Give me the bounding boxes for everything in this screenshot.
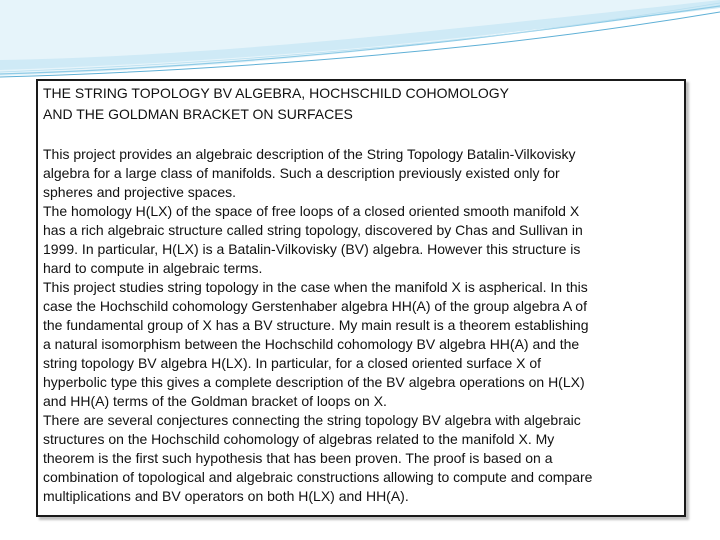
text-line: There are several conjectures connecting the string topology BV algebra with algebraic	[43, 412, 581, 428]
abstract-text	[43, 145, 673, 506]
text-line: This project studies string topology in the case when the manifold X is aspherical. In this	[43, 279, 588, 295]
text-line: combination of topological and algebraic constructions allowing to compute and compare	[43, 469, 593, 485]
text-line: hard to compute in algebraic terms.	[43, 260, 263, 276]
header-wave-decoration	[0, 0, 720, 90]
title-line: THE STRING TOPOLOGY BV ALGEBRA, HOCHSCHILD COHOMOLOGY	[43, 85, 509, 101]
text-line: algebra for a large class of manifolds. Such a description previously existed only for	[43, 165, 560, 181]
text-line: hyperbolic type this gives a complete description of the BV algebra operations on H(LX)	[43, 374, 585, 390]
title-line: AND THE GOLDMAN BRACKET ON SURFACES	[43, 106, 353, 122]
text-line: 1999. In particular, H(LX) is a Batalin-Vilkovisky (BV) algebra. However this structure is	[43, 241, 581, 257]
text-line: The homology H(LX) of the space of free loops of a closed oriented smooth manifold X	[43, 203, 580, 219]
text-line: string topology BV algebra H(LX). In particular, for a closed oriented surface X of	[43, 355, 542, 371]
text-line: multiplications and BV operators on both H(LX) and HH(A).	[43, 488, 409, 504]
text-line: and HH(A) terms of the Goldman bracket of loops on X.	[43, 393, 387, 409]
text-line: structures on the Hochschild cohomology of algebras related to the manifold X. My	[43, 431, 555, 447]
text-line: a natural isomorphism between the Hochschild cohomology BV algebra HH(A) and the	[43, 336, 580, 352]
text-line: has a rich algebraic structure called string topology, discovered by Chas and Sullivan in	[43, 222, 583, 238]
page-title	[43, 83, 673, 125]
text-line: theorem is the first such hypothesis that has been proven. The proof is based on a	[43, 450, 553, 466]
text-line: spheres and projective spaces.	[43, 184, 236, 200]
text-line: case the Hochschild cohomology Gerstenhaber algebra HH(A) of the group algebra A of	[43, 298, 587, 314]
text-line: This project provides an algebraic description of the String Topology Batalin-Vilkovisky	[43, 146, 576, 162]
text-line: the fundamental group of X has a BV structure. My main result is a theorem establishing	[43, 317, 589, 333]
